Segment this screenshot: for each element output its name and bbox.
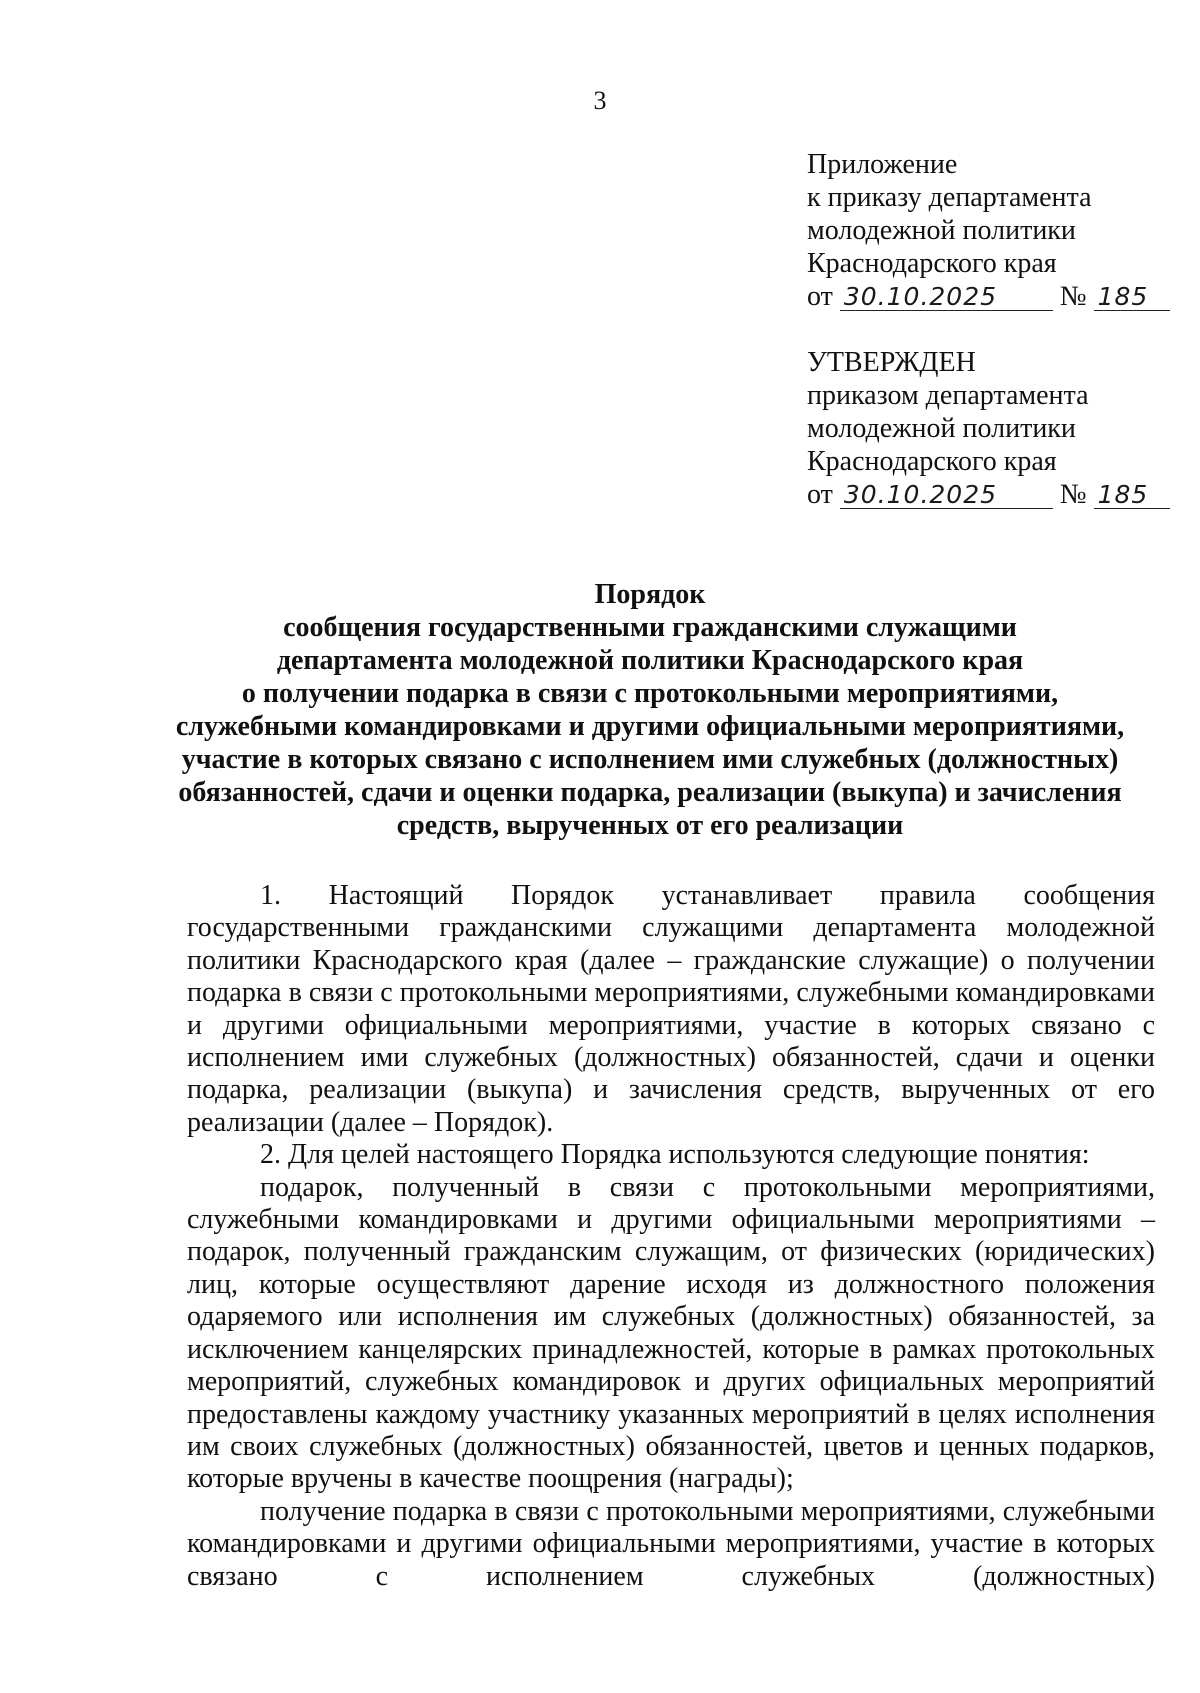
title-line: департамента молодежной политики Краснодарского края bbox=[276, 645, 1024, 676]
title-line: служебными командировками и другими официальными мероприятиями, bbox=[175, 711, 1125, 742]
paragraph-definition-receipt: получение подарка в связи с протокольными мероприятиями, служебными командировками и другими официальными мероприятиями, участие в которых связано с исполнением служебных (должностных) bbox=[187, 1495, 1155, 1592]
title-line: участие в которых связано с исполнением ими служебных (должностных) bbox=[181, 744, 1119, 775]
appendix-line: Краснодарского края bbox=[807, 248, 1057, 279]
handwritten-date: 30.10.2025 bbox=[840, 284, 1053, 311]
appendix-line: Приложение bbox=[807, 149, 958, 180]
title-line: средств, вырученных от его реализации bbox=[396, 810, 904, 841]
appendix-line: молодежной политики bbox=[807, 215, 1076, 246]
approved-block bbox=[807, 346, 1170, 511]
approved-line: УТВЕРЖДЕН bbox=[807, 347, 976, 378]
number-prefix: № bbox=[1059, 479, 1087, 510]
paragraph-definition-gift: подарок, полученный в связи с протокольными мероприятиями, служебными командировками и другими официальными мероприятиями – подарок, полученный гражданским служащим, от физических (юридических) лиц, которые осуществляют дарение исходя из должностного положения одаряемого или исполнения им служебных (должностных) обязанностей, за исключением канцелярских принадлежностей, которые в рамках протокольных мероприятий, служебных командировок и других официальных мероприятий предоставлены каждому участнику указанных мероприятий в целях исполнения им своих служебных (должностных) обязанностей, цветов и ценных подарков, которые вручены в качестве поощрения (награды); bbox=[187, 1171, 1155, 1495]
paragraph-2: 2. Для целей настоящего Порядка используются следующие понятия: bbox=[260, 1139, 1090, 1171]
title-line: обязанностей, сдачи и оценки подарка, реализации (выкупа) и зачисления bbox=[178, 777, 1122, 808]
date-prefix: от bbox=[807, 479, 833, 510]
title-line: сообщения государственными гражданскими служащими bbox=[283, 612, 1017, 643]
appendix-date-line bbox=[807, 280, 1170, 313]
paragraph-1: 1. Настоящий Порядок устанавливает правила сообщения государственными гражданскими служащими департамента молодежной политики Краснодарского края (далее – гражданские служащие) о получении подарка в связи с протокольными мероприятиями, служебными командировками и другими официальными мероприятиями, участие в которых связано с исполнением ими служебных (должностных) обязанностей, сдачи и оценки подарка, реализации (выкупа) и зачисления средств, вырученных от его реализации (далее – Порядок). bbox=[187, 880, 1155, 1138]
approved-line: приказом департамента bbox=[807, 380, 1089, 411]
date-prefix: от bbox=[807, 281, 833, 312]
handwritten-date: 30.10.2025 bbox=[840, 482, 1053, 509]
document-title bbox=[150, 578, 1150, 842]
number-prefix: № bbox=[1059, 281, 1087, 312]
title-line: о получении подарка в связи с протокольными мероприятиями, bbox=[241, 678, 1059, 709]
page-number: 3 bbox=[593, 86, 607, 115]
document-body bbox=[187, 880, 1155, 1593]
approved-date-line bbox=[807, 478, 1170, 511]
handwritten-number: 185 bbox=[1094, 482, 1170, 509]
appendix-line: к приказу департамента bbox=[807, 182, 1092, 213]
approved-line: Краснодарского края bbox=[807, 446, 1057, 477]
appendix-block bbox=[807, 148, 1170, 313]
handwritten-number: 185 bbox=[1094, 284, 1170, 311]
approved-line: молодежной политики bbox=[807, 413, 1076, 444]
title-line: Порядок bbox=[594, 579, 706, 610]
